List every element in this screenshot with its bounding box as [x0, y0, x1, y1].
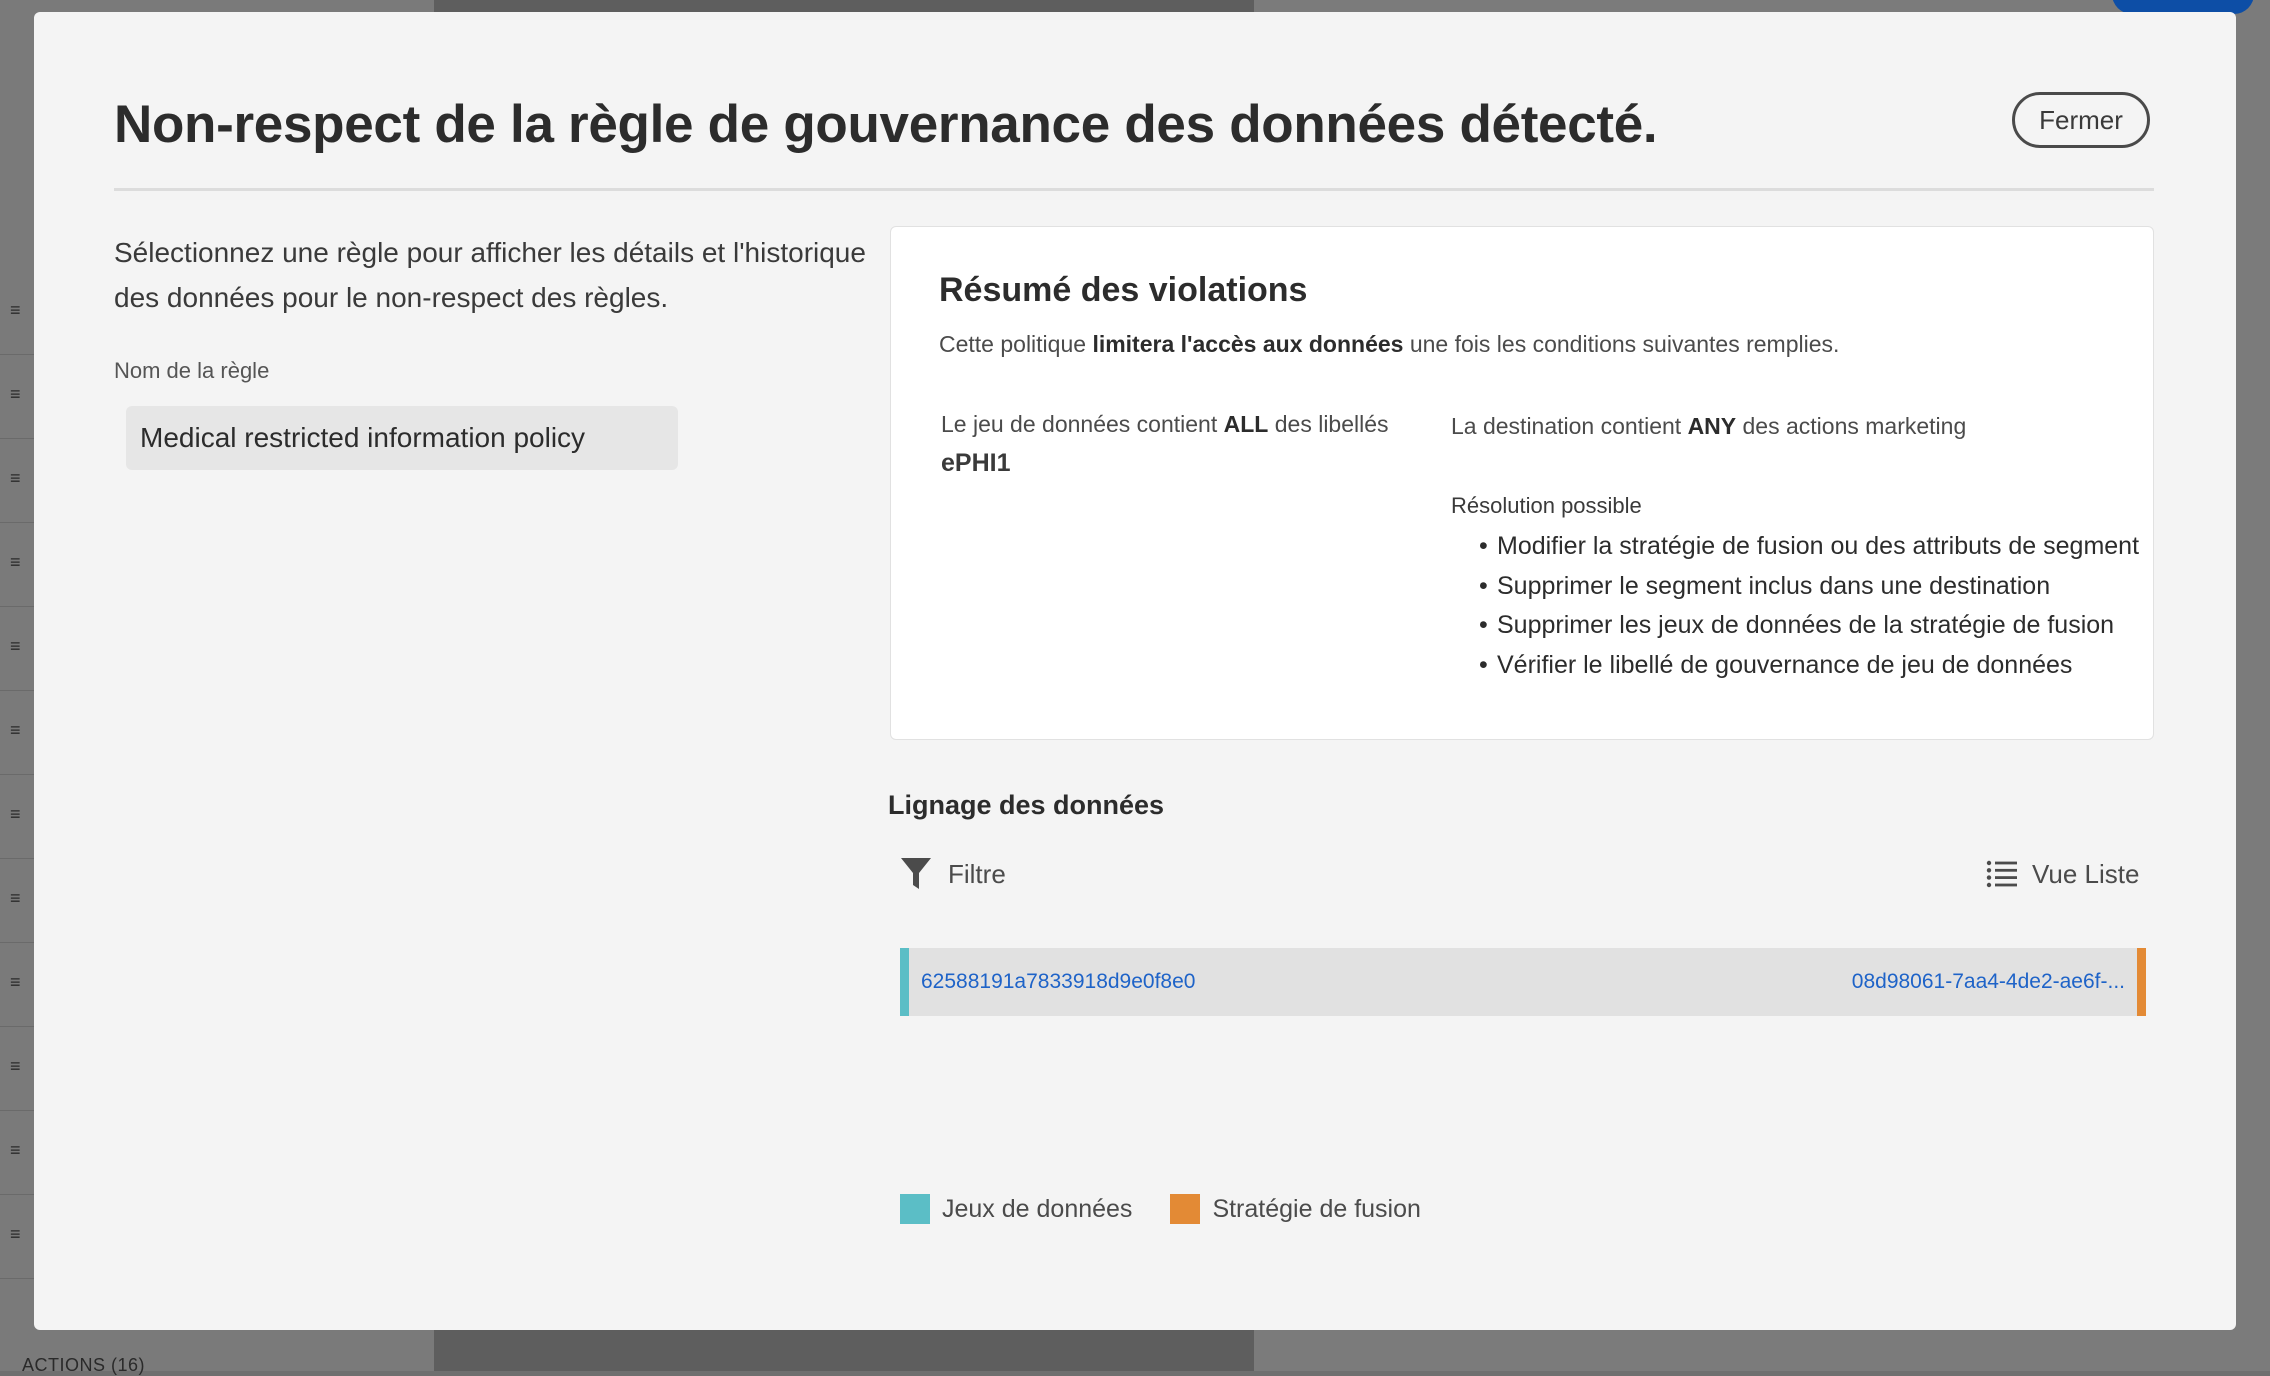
summary-sub-suffix: une fois les conditions suivantes remplies.	[1403, 331, 1840, 357]
lineage-row	[900, 948, 2146, 1016]
governance-label: ePHI1	[941, 449, 1011, 477]
menu-icon: ≡	[10, 1056, 21, 1076]
filter-button[interactable]	[900, 854, 1006, 894]
legend-label-merge-policy: Stratégie de fusion	[1212, 1194, 1421, 1223]
resolution-item: • Supprimer les jeux de données de la stratégie de fusion	[1479, 606, 2139, 646]
destination-condition-suffix: des actions marketing	[1736, 413, 1967, 439]
background-row	[0, 270, 34, 355]
title-divider	[114, 188, 2154, 191]
legend-item-datasets	[900, 1194, 1132, 1224]
menu-icon: ≡	[10, 1224, 21, 1244]
background-row	[0, 606, 34, 691]
lineage-title: Lignage des données	[888, 790, 1165, 820]
menu-icon: ≡	[10, 384, 21, 404]
dataset-condition-keyword: ALL	[1223, 411, 1269, 437]
close-button[interactable]: Fermer	[2012, 92, 2150, 148]
menu-icon: ≡	[10, 720, 21, 740]
menu-icon: ≡	[10, 1140, 21, 1160]
legend-label-datasets: Jeux de données	[942, 1194, 1133, 1223]
legend-item-merge-policy	[1170, 1194, 1420, 1224]
background-row	[0, 858, 34, 943]
destination-condition	[1451, 413, 1966, 440]
intro-text: Sélectionnez une règle pour afficher les détails et l'historique des données pour le non-respect des règles.	[114, 237, 866, 313]
menu-icon: ≡	[10, 468, 21, 488]
rule-list-item[interactable]: Medical restricted information policy	[126, 406, 678, 470]
resolution-item: • Supprimer le segment inclus dans une destination	[1479, 567, 2139, 607]
background-row	[0, 1110, 34, 1195]
summary-description	[939, 331, 1839, 358]
menu-icon: ≡	[10, 636, 21, 656]
summary-sub-prefix: Cette politique	[939, 331, 1093, 357]
merge-policy-link[interactable]: 08d98061-7aa4-4de2-ae6f-...	[1851, 970, 2125, 993]
background-row	[0, 438, 34, 523]
legend-swatch-merge-policy	[1170, 1194, 1200, 1224]
list-view-icon	[1986, 858, 2018, 890]
background-row	[0, 522, 34, 607]
background-row	[0, 774, 34, 859]
background-row	[0, 1194, 34, 1279]
resolution-list	[1479, 527, 2139, 685]
summary-title: Résumé des violations	[939, 271, 1308, 309]
list-view-button[interactable]	[1986, 854, 2139, 894]
resolution-item: • Modifier la stratégie de fusion ou des attributs de segment	[1479, 527, 2139, 567]
background-row	[0, 690, 34, 775]
dataset-condition-suffix: des libellés	[1268, 411, 1389, 437]
menu-icon: ≡	[10, 804, 21, 824]
violation-summary-card	[890, 226, 2154, 740]
dataset-link[interactable]: 62588191a7833918d9e0f8e0	[921, 970, 1196, 993]
destination-condition-keyword: ANY	[1687, 413, 1737, 439]
background-row	[0, 942, 34, 1027]
rule-name-label: Nom de la règle	[114, 358, 270, 383]
resolution-item: • Vérifier le libellé de gouvernance de jeu de données	[1479, 646, 2139, 686]
menu-icon: ≡	[10, 300, 21, 320]
dataset-condition-prefix: Le jeu de données contient	[941, 411, 1224, 437]
resolution-title: Résolution possible	[1451, 493, 1642, 518]
menu-icon: ≡	[10, 888, 21, 908]
list-view-label: Vue Liste	[2032, 858, 2140, 889]
background-row	[0, 354, 34, 439]
legend-swatch-datasets	[900, 1194, 930, 1224]
dataset-condition	[941, 411, 1389, 438]
menu-icon: ≡	[10, 552, 21, 572]
filter-label: Filtre	[948, 858, 1006, 889]
menu-icon: ≡	[10, 972, 21, 992]
summary-sub-emphasis: limitera l'accès aux données	[1092, 331, 1404, 357]
background-actions-label: ACTIONS (16)	[22, 1355, 146, 1375]
policy-violation-dialog	[34, 12, 2236, 1330]
dialog-title: Non-respect de la règle de gouvernance des données détecté.	[114, 95, 1658, 154]
background-row	[0, 1026, 34, 1111]
destination-condition-prefix: La destination contient	[1451, 413, 1688, 439]
filter-icon	[900, 856, 932, 892]
lineage-legend	[900, 1194, 1459, 1224]
